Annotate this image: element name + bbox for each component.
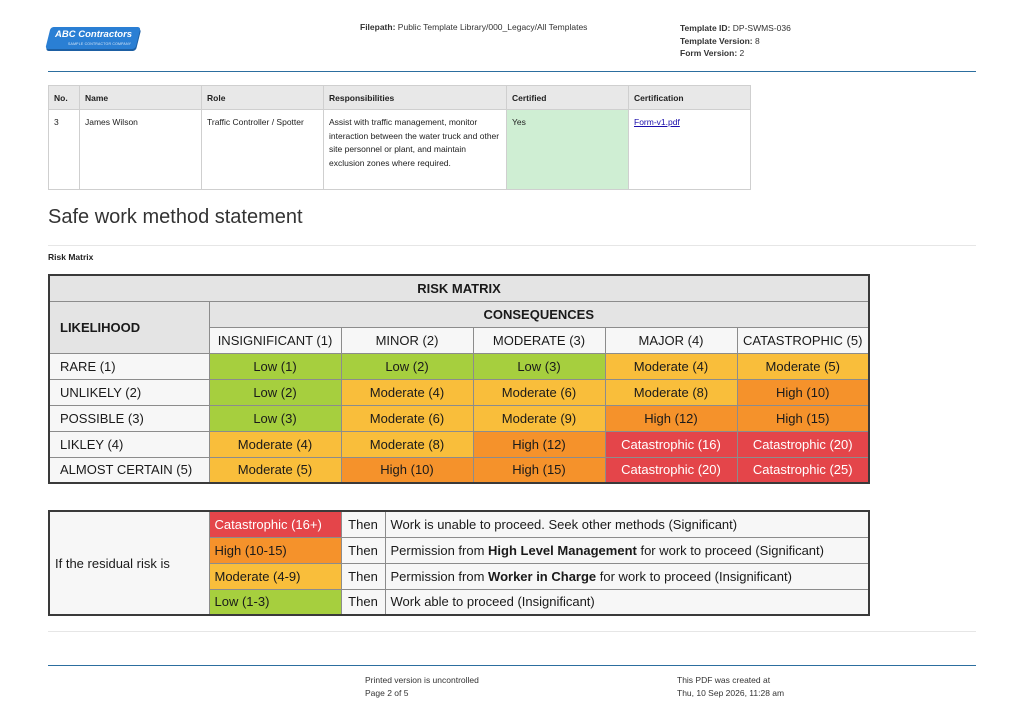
likelihood-row-label: LIKLEY (4) [49, 431, 209, 457]
risk-cell: Moderate (8) [605, 379, 737, 405]
then-label: Then [341, 511, 385, 537]
risk-row [49, 353, 869, 379]
template-version [680, 35, 791, 48]
risk-cell: Moderate (6) [341, 405, 473, 431]
residual-risk-level: High (10-15) [209, 537, 341, 563]
form-version-value: 2 [739, 48, 745, 58]
risk-cell: High (15) [473, 457, 605, 483]
risk-cell: Moderate (4) [209, 431, 341, 457]
template-version-label: Template Version: [680, 35, 753, 46]
risk-cell: Catastrophic (16) [605, 431, 737, 457]
footer-print-info [365, 674, 479, 699]
page-number: Page 2 of 5 [365, 687, 409, 698]
action-text: for work to proceed (Insignificant) [596, 568, 792, 584]
consequence-header: INSIGNIFICANT (1) [209, 327, 341, 353]
table-row [49, 110, 751, 190]
likelihood-row-label: POSSIBLE (3) [49, 405, 209, 431]
section-divider [48, 245, 976, 246]
form-version-label: Form Version: [680, 48, 738, 58]
risk-cell: Low (2) [341, 353, 473, 379]
risk-cell: Moderate (5) [209, 457, 341, 483]
residual-risk-table [48, 510, 870, 616]
logo-title: ABC Contractors [55, 29, 133, 40]
consequence-header: MODERATE (3) [473, 327, 605, 353]
residual-risk-row [49, 511, 869, 537]
residual-risk-action [385, 589, 869, 615]
risk-matrix-title: RISK MATRIX [49, 275, 869, 301]
risk-cell: Moderate (5) [737, 353, 869, 379]
consequences-label: CONSEQUENCES [209, 301, 869, 327]
consequence-header: CATASTROPHIC (5) [737, 327, 869, 353]
likelihood-label: LIKELIHOOD [49, 301, 209, 353]
consequence-header: MAJOR (4) [605, 327, 737, 353]
risk-cell: High (15) [737, 405, 869, 431]
template-version-value: 8 [754, 35, 760, 46]
created-timestamp: Thu, 10 Sep 2026, 11:28 am [677, 687, 785, 698]
risk-cell: Catastrophic (20) [737, 431, 869, 457]
residual-risk-level: Low (1-3) [209, 589, 341, 615]
risk-cell: High (10) [737, 379, 869, 405]
risk-cell: High (12) [605, 405, 737, 431]
residual-risk-level: Moderate (4-9) [209, 563, 341, 589]
risk-row [49, 379, 869, 405]
template-id-label: Template ID: [680, 23, 731, 33]
risk-cell: Low (3) [209, 405, 341, 431]
risk-matrix [48, 274, 870, 484]
logo-subtitle: SAMPLE CONTRACTOR COMPANY [68, 41, 132, 46]
risk-cell: High (10) [341, 457, 473, 483]
form-version [680, 47, 791, 60]
risk-cell: Low (1) [209, 353, 341, 379]
section-title: Safe work method statement [48, 206, 303, 228]
footer-divider [48, 665, 976, 666]
then-label: Then [341, 563, 385, 589]
risk-row [49, 431, 869, 457]
action-text: for work to proceed (Significant) [636, 542, 824, 558]
risk-row [49, 405, 869, 431]
risk-cell: Moderate (8) [341, 431, 473, 457]
consequences-title-row [49, 301, 869, 327]
created-note: This PDF was created at [677, 675, 771, 685]
company-logo [48, 27, 140, 51]
risk-cell: Low (2) [209, 379, 341, 405]
col-certification: Certification [629, 86, 751, 110]
action-text: Work able to proceed (Insignificant) [390, 594, 595, 610]
risk-cell: Low (3) [473, 353, 605, 379]
filepath [360, 22, 587, 32]
filepath-value: Public Template Library/000_Legacy/All Templates [397, 22, 588, 32]
risk-cell: Catastrophic (20) [605, 457, 737, 483]
certification-link[interactable]: Form-v1.pdf [634, 117, 680, 127]
residual-risk-action [385, 537, 869, 563]
then-label: Then [341, 589, 385, 615]
residual-risk-action [385, 563, 869, 589]
personnel-table [48, 85, 751, 190]
header-divider [48, 71, 976, 72]
footer-created-info [677, 674, 784, 699]
cell-responsibilities: Assist with traffic management, monitor interaction between the water truck and other site personnel or plant, and maintain exclusion zones where required. [324, 110, 507, 190]
residual-risk-action [385, 511, 869, 537]
action-emphasis: High Level Management [488, 542, 637, 558]
col-role: Role [202, 86, 324, 110]
col-no: No. [49, 86, 80, 110]
cell-certification [629, 110, 751, 190]
consequence-header: MINOR (2) [341, 327, 473, 353]
col-name: Name [80, 86, 202, 110]
col-responsibilities: Responsibilities [324, 86, 507, 110]
col-certified: Certified [507, 86, 629, 110]
risk-cell: Catastrophic (25) [737, 457, 869, 483]
template-id-value: DP-SWMS-036 [732, 23, 791, 33]
risk-cell: High (12) [473, 431, 605, 457]
cell-role: Traffic Controller / Spotter [202, 110, 324, 190]
cell-certified: Yes [507, 110, 629, 190]
then-label: Then [341, 537, 385, 563]
risk-cell: Moderate (4) [341, 379, 473, 405]
content-end-divider [48, 631, 976, 632]
action-text: Work is unable to proceed. Seek other methods (Significant) [390, 516, 738, 532]
cell-no: 3 [49, 110, 80, 190]
likelihood-row-label: RARE (1) [49, 353, 209, 379]
risk-cell: Moderate (4) [605, 353, 737, 379]
risk-cell: Moderate (6) [473, 379, 605, 405]
printed-note: Printed version is uncontrolled [365, 675, 479, 685]
risk-matrix-heading: Risk Matrix [48, 252, 94, 262]
risk-row [49, 457, 869, 483]
residual-risk-label: If the residual risk is [49, 511, 209, 615]
likelihood-row-label: ALMOST CERTAIN (5) [49, 457, 209, 483]
action-text: Permission from [390, 542, 489, 558]
template-id [680, 22, 791, 35]
cell-name: James Wilson [80, 110, 202, 190]
risk-cell: Moderate (9) [473, 405, 605, 431]
residual-risk-level: Catastrophic (16+) [209, 511, 341, 537]
personnel-header-row [49, 86, 751, 110]
template-meta [680, 22, 791, 60]
action-emphasis: Worker in Charge [488, 568, 597, 584]
filepath-label: Filepath: [360, 22, 396, 32]
likelihood-row-label: UNLIKELY (2) [49, 379, 209, 405]
action-text: Permission from [390, 568, 489, 584]
risk-matrix-title-row [49, 275, 869, 301]
